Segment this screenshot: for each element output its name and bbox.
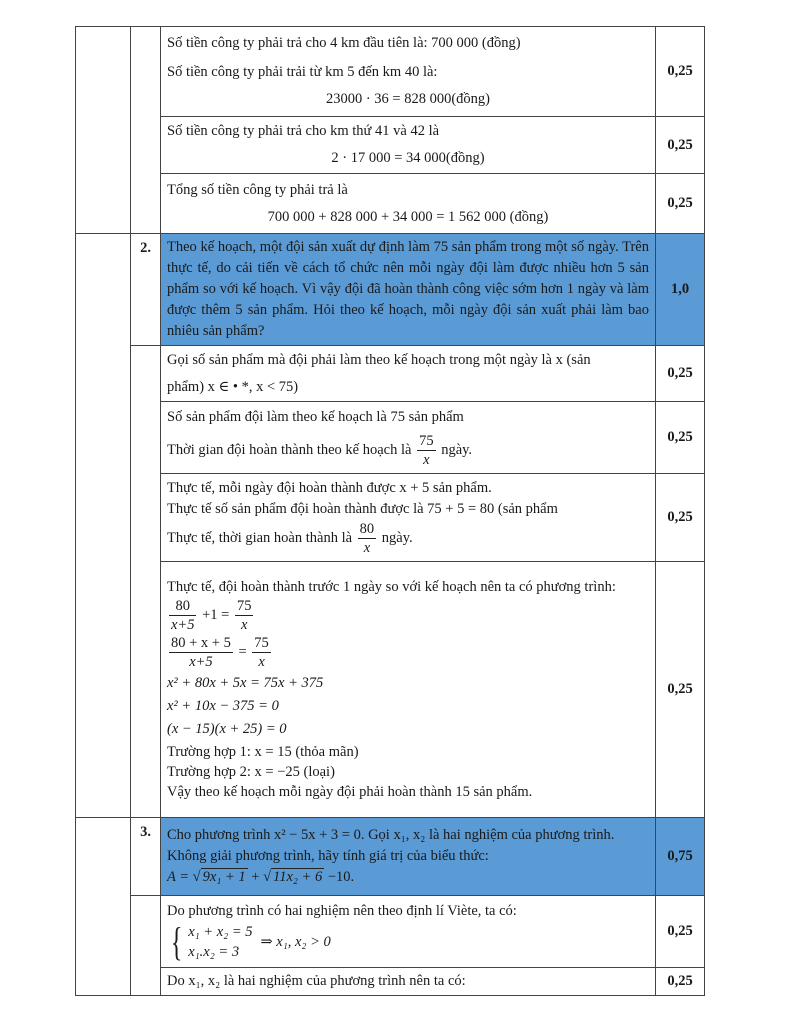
text-line: Thực tế, thời gian hoàn thành là — [167, 529, 353, 546]
empty-cell — [76, 27, 131, 234]
table-row — [76, 346, 705, 402]
table-row — [76, 27, 705, 117]
solution-table — [75, 26, 705, 996]
problem-number: 2. — [131, 234, 161, 346]
equation: (x − 15)(x + 25) = 0 — [167, 721, 287, 737]
table-row — [76, 968, 705, 996]
content-cell — [161, 402, 656, 474]
score: 0,25 — [656, 346, 705, 402]
score: 0,25 — [656, 402, 705, 474]
text-line: Vậy theo kế hoạch mỗi ngày đội phải hoàn thành 15 sản phẩm. — [167, 784, 533, 800]
score: 0,25 — [656, 562, 705, 818]
text-line: Không giải phương trình, hãy tính giá trị của biểu thức: — [167, 848, 489, 864]
text-line: Thời gian đội hoàn thành theo kế hoạch là — [167, 441, 412, 458]
text-line: Do x₁, x₂ là hai nghiệm của phương trình nên ta có: — [167, 973, 466, 989]
text-line: Số sản phẩm đội làm theo kế hoạch là 75 sản phẩm — [167, 408, 464, 425]
text-line: Thực tế, mỗi ngày đội hoàn thành được x + 5 sản phẩm. — [167, 480, 492, 496]
equation: ⇒ x₁, x₂ > 0 — [260, 933, 331, 950]
text-line: Số tiền công ty phải trả cho km thứ 41 và 42 là — [167, 123, 440, 139]
text-line: Số tiền công ty phải trải từ km 5 đến km 40 là: — [167, 64, 438, 80]
fraction: $\frac{80 + x + 5}{x+5}$ — [171, 635, 231, 670]
fraction: $\frac{75}{x}$ — [254, 635, 269, 670]
text-line: ngày. — [441, 441, 473, 458]
fraction: $\frac{75}{x}$ — [419, 432, 434, 468]
empty-cell — [131, 896, 161, 996]
score: 0,25 — [656, 174, 705, 234]
equation: 700 000 + 828 000 + 34 000 = 1 562 000 (đồng) — [267, 208, 549, 225]
problem-text: Cho phương trình x² − 5x + 3 = 0. Gọi x₁, x₂ là hai nghiệm của phương trình. Không giải phương trình, hãy tính giá trị của biểu thức: A = √ 9x₁ + 1 + √ 11x₂ + 6 −10. — [161, 818, 656, 896]
content-cell — [161, 968, 656, 996]
table-row — [76, 117, 705, 174]
text-line: ngày. — [381, 529, 413, 546]
score: 0,75 — [656, 818, 705, 896]
score: 0,25 — [656, 474, 705, 562]
score: 0,25 — [656, 117, 705, 174]
empty-cell — [76, 234, 131, 818]
table-row — [76, 402, 705, 474]
empty-cell — [76, 818, 131, 996]
equation: + — [251, 869, 260, 885]
table-row — [76, 474, 705, 562]
fraction: $\frac{80}{x+5}$ — [171, 598, 195, 633]
table-row — [76, 174, 705, 234]
content-cell — [161, 346, 656, 402]
equation: A = — [167, 869, 190, 885]
equation-system — [167, 919, 331, 964]
score: 0,25 — [656, 27, 705, 117]
text-line: phẩm) x ∈ • *, x < 75) — [167, 378, 299, 395]
table-row — [76, 234, 705, 346]
sqrt-term: 9x₁ + 1 — [202, 869, 246, 885]
text-line: Gọi số sản phẩm mà đội phải làm theo kế hoạch trong một ngày là x (sản — [167, 351, 591, 368]
content-cell — [161, 896, 656, 968]
equation: x² + 80x + 5x = 75x + 375 — [167, 675, 324, 691]
score: 1,0 — [656, 234, 705, 346]
text-line: Do phương trình có hai nghiệm nên theo định lí Viète, ta có: — [167, 903, 517, 919]
text-line: Số tiền công ty phải trả cho 4 km đầu tiên là: 700 000 (đồng) — [167, 35, 521, 51]
equation: x² + 10x − 375 = 0 — [167, 698, 279, 714]
content-cell — [161, 117, 656, 174]
text-line: Cho phương trình x² − 5x + 3 = 0. Gọi x₁, x₂ là hai nghiệm của phương trình. — [167, 827, 615, 843]
problem-text: Theo kế hoạch, một đội sản xuất dự định làm 75 sản phẩm trong một số ngày. Trên thực tế, do cải tiến về cách tổ chức nên mỗi ngày đội làm được nhiều hơn 5 sản phẩm so với kế hoạch. Vì vậy đội đã hoàn thành công việc sớm hơn 1 ngày và làm được thêm 5 sản phẩm. Hỏi theo kế hoạch, mỗi ngày đội sản xuất phải làm bao nhiêu sản phẩm? — [161, 234, 656, 346]
fraction: $\frac{75}{x}$ — [236, 598, 252, 633]
table-row — [76, 896, 705, 968]
content-cell — [161, 27, 656, 117]
text-line: Trường hợp 2: x = −25 (loại) — [167, 764, 335, 780]
problem-number: 3. — [131, 818, 161, 896]
content-cell — [161, 562, 656, 818]
text-line: Tổng số tiền công ty phải trả là — [167, 181, 348, 198]
content-cell — [161, 174, 656, 234]
equation: +1 = — [202, 606, 230, 623]
score: 0,25 — [656, 896, 705, 968]
empty-cell — [131, 346, 161, 818]
content-cell — [161, 474, 656, 562]
equation: x₁.x₂ = 3 — [188, 944, 240, 960]
equation: = — [238, 643, 247, 660]
score: 0,25 — [656, 968, 705, 996]
table-row — [76, 818, 705, 896]
equation: 23000 · 36 = 828 000(đồng) — [325, 91, 491, 107]
equation: x₁ + x₂ = 5 — [188, 924, 253, 940]
text-line: Thực tế, đội hoàn thành trước 1 ngày so với kế hoạch nên ta có phương trình: — [167, 579, 616, 595]
fraction: $\frac{80}{x}$ — [359, 521, 375, 556]
empty-cell — [131, 27, 161, 234]
brace-icon: { — [170, 919, 183, 964]
table-row — [76, 562, 705, 818]
equation: 2 · 17 000 = 34 000(đồng) — [331, 150, 485, 166]
text-line: Thực tế số sản phẩm đội hoàn thành được là 75 + 5 = 80 (sản phẩm — [167, 501, 558, 517]
sqrt-term: 11x₂ + 6 — [273, 869, 323, 885]
text-line: Trường hợp 1: x = 15 (thỏa mãn) — [167, 744, 359, 760]
equation: −10. — [327, 869, 355, 885]
